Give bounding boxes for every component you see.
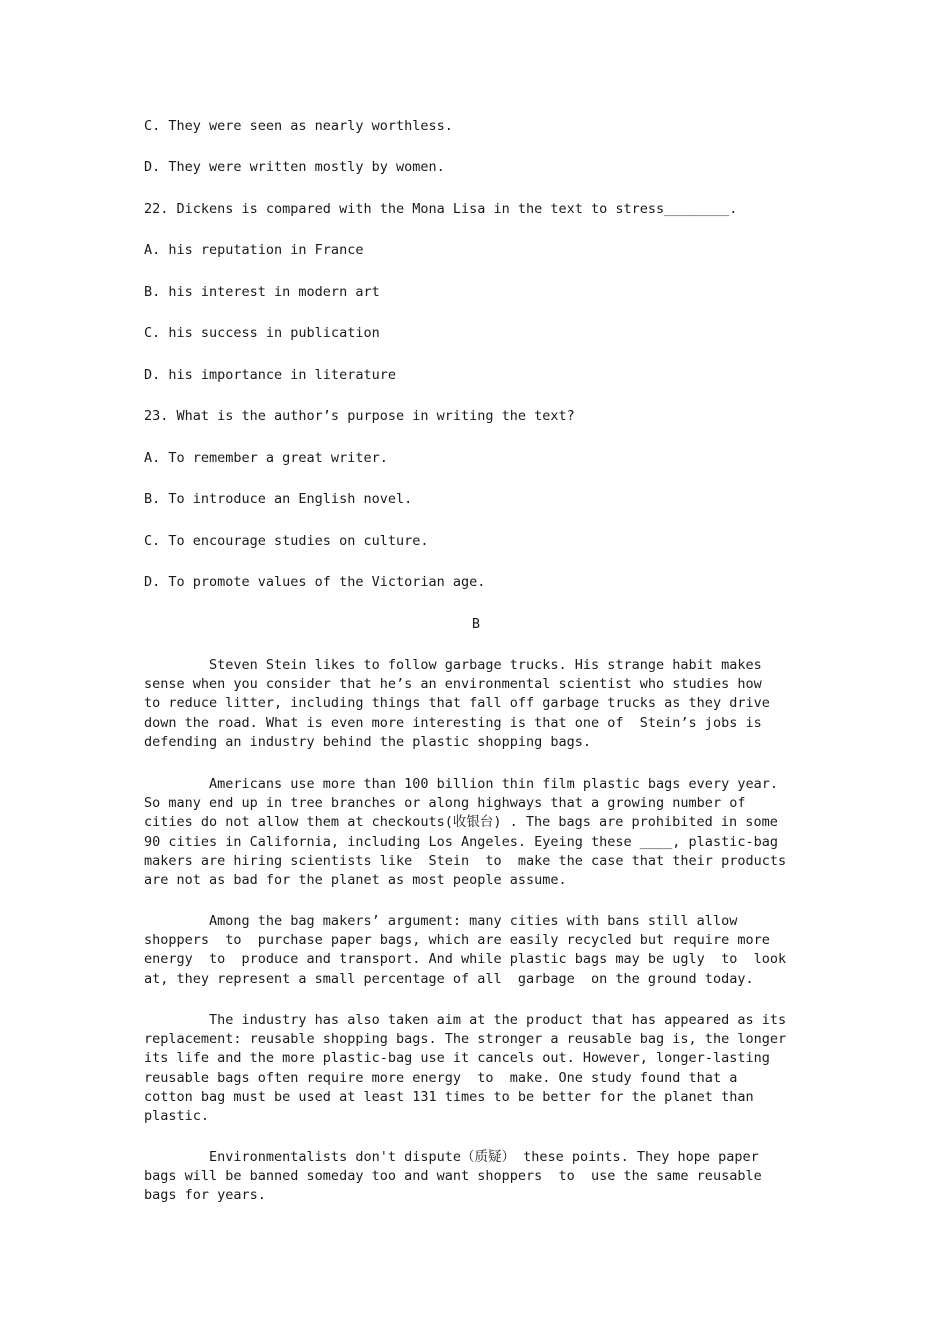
passage-paragraph-1: Steven Stein likes to follow garbage trucks. His strange habit makes sense when you consider that he’s an environmental scientist who studies how to reduce litter, including things that fall off garbage trucks as they drive down the road. What is even more interesting is that one of Stein’s jobs is defending an industry behind the plastic shopping bags. [144,657,770,750]
section-heading: B [471,616,481,632]
q22-stem: 22. Dickens is compared with the Mona Lisa in the text to stress________. [144,201,738,217]
q22-option-a: A. his reputation in France [144,242,364,258]
q22-option-c: C. his success in publication [144,325,380,341]
passage-paragraph-5: Environmentalists don't dispute（质疑） these points. They hope paper bags will be banned someday too and want shoppers to use the same reusable bags for years. [144,1149,762,1204]
q21-option-d: D. They were written mostly by women. [144,159,445,175]
q22-option-d: D. his importance in literature [144,367,396,383]
passage-paragraph-4: The industry has also taken aim at the product that has appeared as its replacement: reusable shopping bags. The stronger a reusable bag is, the longer its life and the more plastic-bag use it cancels out. However, longer-lasting reusable bags often require more energy to make. One study found that a cotton bag must be used at least 131 times to be better for the planet than plastic. [144,1012,787,1125]
q22-option-b: B. his interest in modern art [144,284,380,300]
passage-paragraph-3: Among the bag makers’ argument: many cities with bans still allow shoppers to purchase paper bags, which are easily recycled but require more energy to produce and transport. And while plastic bags may be ugly to look at, they represent a small percentage of all garbage on the ground today. [144,913,787,987]
q23-option-b: B. To introduce an English novel. [144,491,413,507]
passage-paragraph-2: Americans use more than 100 billion thin film plastic bags every year. So many end up in tree branches or along highways that a growing number of cities do not allow them at checkouts(收银台) . The bags are prohibited in some 90 cities in California, including Los Angeles. Eyeing these ____, plastic-bag makers are hiring scientists like Stein to make the case that their products are not as bad for the planet as most people assume. [144,776,787,889]
q23-option-c: C. To encourage studies on culture. [144,533,429,549]
q23-option-a: A. To remember a great writer. [144,450,388,466]
q23-option-d: D. To promote values of the Victorian age. [144,574,486,590]
q23-stem: 23. What is the author’s purpose in writing the text? [144,408,575,424]
q21-option-c: C. They were seen as nearly worthless. [144,118,453,134]
